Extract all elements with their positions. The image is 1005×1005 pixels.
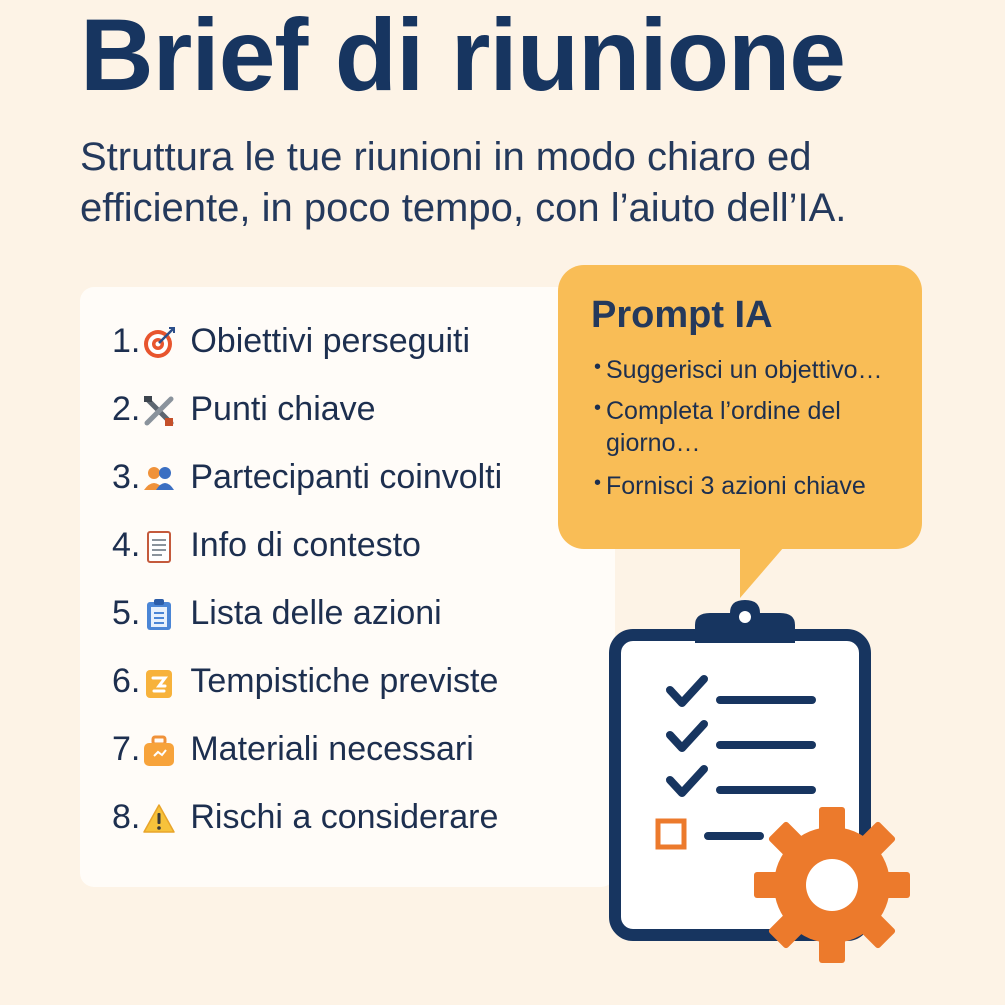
prompt-title: Prompt IA	[591, 294, 773, 336]
item-label: Punti chiave	[190, 390, 376, 428]
prompt-list	[594, 355, 914, 512]
clipboard-icon	[142, 598, 176, 632]
page-title: Brief di riunione	[80, 0, 846, 112]
prompt-item: • Completa l’ordine del giorno…	[594, 396, 914, 459]
prompt-item: • Suggerisci un objettivo…	[594, 355, 914, 386]
list-item	[112, 322, 502, 390]
item-label: Rischi a considerare	[190, 798, 499, 836]
tools-icon	[142, 394, 176, 428]
item-label: Obiettivi perseguiti	[190, 322, 471, 360]
list-item	[112, 594, 502, 662]
item-number: 2.	[112, 390, 141, 428]
document-icon	[142, 530, 176, 564]
people-icon	[142, 462, 176, 496]
page-subtitle: Struttura le tue riunioni in modo chiaro ed efficiente, in poco tempo, con l’aiuto dell’IA.	[80, 135, 847, 231]
gear-icon	[754, 807, 910, 963]
prompt-bubble-tail	[740, 540, 790, 598]
item-label: Info di contesto	[190, 526, 421, 564]
item-number: 7.	[112, 730, 141, 768]
list-item	[112, 390, 502, 458]
calendar-icon	[142, 666, 176, 700]
prompt-item: • Fornisci 3 azioni chiave	[594, 471, 914, 502]
item-number: 1.	[112, 322, 141, 360]
item-number: 4.	[112, 526, 141, 564]
target-icon	[142, 326, 176, 360]
checklist	[112, 322, 502, 866]
item-number: 3.	[112, 458, 141, 496]
item-number: 6.	[112, 662, 141, 700]
list-item	[112, 526, 502, 594]
briefcase-icon	[142, 734, 176, 768]
list-item	[112, 458, 502, 526]
item-number: 5.	[112, 594, 141, 632]
list-item	[112, 730, 502, 798]
warning-icon	[142, 802, 176, 836]
item-label: Materiali necessari	[190, 730, 474, 768]
item-label: Tempistiche previste	[190, 662, 499, 700]
item-number: 8.	[112, 798, 141, 836]
item-label: Lista delle azioni	[190, 594, 442, 632]
item-label: Partecipanti coinvolti	[190, 458, 503, 496]
list-item	[112, 798, 502, 866]
clipboard-gear-illustration	[600, 595, 930, 985]
list-item	[112, 662, 502, 730]
